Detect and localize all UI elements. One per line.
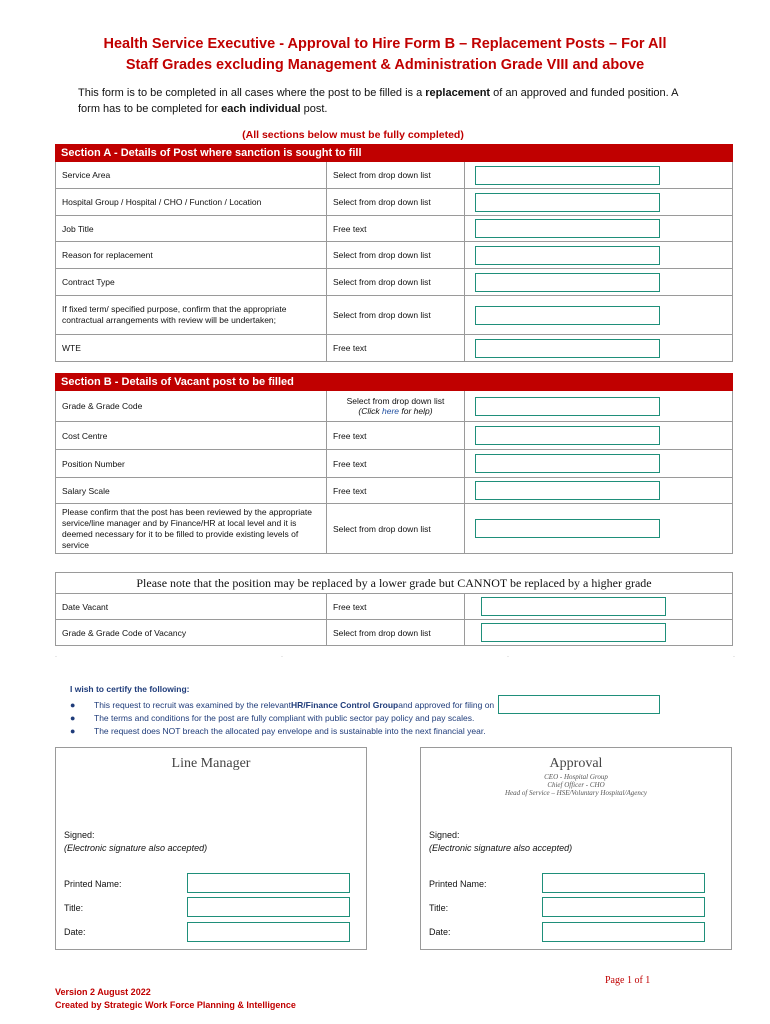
section-a <box>55 144 733 362</box>
electronic-note: (Electronic signature also accepted) <box>429 843 573 853</box>
created-text: Created by Strategic Work Force Planning & Intelligence <box>55 1000 296 1010</box>
all-sections-note: (All sections below must be fully completed) <box>242 129 464 141</box>
title-label: Title: <box>429 903 449 913</box>
row-label: WTE <box>56 335 327 361</box>
section-a-row <box>56 334 732 361</box>
footer <box>55 986 296 1012</box>
page-number: Page 1 of 1 <box>605 975 651 986</box>
row-label: Reason for replacement <box>56 242 327 268</box>
certify-block <box>70 684 730 737</box>
fixed-term-select[interactable] <box>475 306 660 325</box>
printed-name-label: Printed Name: <box>429 879 487 889</box>
certify-lead: I wish to certify the following: <box>70 684 190 694</box>
row-type: Select from drop down list <box>327 620 465 645</box>
grade-help-link[interactable]: here <box>382 406 400 416</box>
bullet-icon: ● <box>70 699 76 710</box>
date-label: Date: <box>64 927 86 937</box>
grade-note-row <box>56 619 732 645</box>
approval-printed-name-input[interactable] <box>542 873 705 893</box>
section-a-row <box>56 215 732 241</box>
approval-sub-1: CEO - Hospital Group <box>544 773 608 781</box>
row-label: Grade & Grade Code <box>56 391 327 421</box>
position-number-input[interactable] <box>475 454 660 473</box>
row-type: Free text <box>327 450 465 477</box>
section-a-heading: Section A - Details of Post where sanction is sought to fill <box>55 144 733 162</box>
wte-input[interactable] <box>475 339 660 358</box>
section-b-row <box>56 503 732 553</box>
row-type: Select from drop down list <box>327 296 465 334</box>
title-label: Title: <box>64 903 84 913</box>
date-vacant-input[interactable] <box>481 597 666 616</box>
printed-name-label: Printed Name: <box>64 879 122 889</box>
bullet-icon: ● <box>70 725 76 736</box>
certify-item: ● The terms and conditions for the post are fully compliant with public sector pay policy and pay scales. <box>70 712 475 723</box>
approval-date-input[interactable] <box>498 695 660 714</box>
section-b-row <box>56 421 732 449</box>
lm-title-input[interactable] <box>187 897 350 917</box>
row-label: Date Vacant <box>56 594 327 619</box>
row-type: Select from drop down list <box>327 242 465 268</box>
version-text: Version 2 August 2022 <box>55 987 151 997</box>
date-label: Date: <box>429 927 451 937</box>
section-b-row <box>56 449 732 477</box>
electronic-note: (Electronic signature also accepted) <box>64 843 208 853</box>
lm-printed-name-input[interactable] <box>187 873 350 893</box>
line-manager-box <box>55 747 367 950</box>
row-label: Cost Centre <box>56 422 327 449</box>
certify-item: ● This request to recruit was examined by the relevant HR/Finance Control Group and approved for filing on <box>70 698 730 711</box>
row-label: Service Area <box>56 162 327 188</box>
section-a-row <box>56 241 732 268</box>
row-label: Grade & Grade Code of Vacancy <box>56 620 327 645</box>
certify-item: ● The request does NOT breach the allocated pay envelope and is sustainable into the next financial year. <box>70 725 486 736</box>
approval-title: Approval <box>549 756 603 771</box>
row-label: Job Title <box>56 216 327 241</box>
approval-title-input[interactable] <box>542 897 705 917</box>
row-type: Free text <box>327 216 465 241</box>
row-type: Select from drop down list <box>327 269 465 295</box>
row-label: If fixed term/ specified purpose, confirm that the appropriate contractual arrangements with review will be undertaken; <box>56 296 327 334</box>
section-b-row <box>56 391 732 421</box>
approval-sub-2: Chief Officer - CHO <box>547 781 605 789</box>
service-area-select[interactable] <box>475 166 660 185</box>
grade-help: (Click here for help) <box>358 406 433 416</box>
grade-note-text: Please note that the position may be replaced by a lower grade but CANNOT be replaced by a higher grade <box>136 576 652 590</box>
lm-date-input[interactable] <box>187 922 350 942</box>
section-a-row <box>56 268 732 295</box>
line-manager-title: Line Manager <box>171 756 251 771</box>
salary-scale-input[interactable] <box>475 481 660 500</box>
intro-text: This form is to be completed in all cases where the post to be filled is a replacement of an approved and funded position. A form has to be completed for each individual post. <box>78 87 678 115</box>
review-confirm-select[interactable] <box>475 519 660 538</box>
row-label: Please confirm that the post has been reviewed by the appropriate service/line manager and by Finance/HR at local level and it is deemed necessary for it to be filled to provide existing levels of service <box>56 504 327 553</box>
approval-date-input[interactable] <box>542 922 705 942</box>
row-type: Select from drop down list <box>327 162 465 188</box>
row-label: Contract Type <box>56 269 327 295</box>
section-a-row <box>56 188 732 215</box>
contract-type-select[interactable] <box>475 273 660 292</box>
row-label: Salary Scale <box>56 478 327 503</box>
section-a-row <box>56 162 732 188</box>
divider: · · · · <box>55 654 735 660</box>
row-type: Free text <box>327 335 465 361</box>
section-a-row <box>56 295 732 334</box>
job-title-input[interactable] <box>475 219 660 238</box>
title-line-1: Health Service Executive - Approval to Hire Form B – Replacement Posts – For All <box>103 36 667 52</box>
vacancy-grade-select[interactable] <box>481 623 666 642</box>
grade-note-row <box>56 593 732 619</box>
row-type: Select from drop down list <box>327 504 465 553</box>
approval-sub-3: Head of Service – HSE/Voluntary Hospital/Agency <box>504 789 648 797</box>
grade-note-table <box>55 572 733 646</box>
reason-select[interactable] <box>475 246 660 265</box>
row-type: Free text <box>327 422 465 449</box>
approval-box <box>420 747 732 950</box>
section-b <box>55 373 733 554</box>
row-type: Free text <box>327 594 465 619</box>
row-label: Hospital Group / Hospital / CHO / Function / Location <box>56 189 327 215</box>
signed-label: Signed: <box>64 830 95 840</box>
grade-select[interactable] <box>475 397 660 416</box>
section-b-row <box>56 477 732 503</box>
location-select[interactable] <box>475 193 660 212</box>
form-title <box>40 34 730 76</box>
section-b-heading: Section B - Details of Vacant post to be filled <box>55 373 733 391</box>
row-type: Select from drop down list <box>346 396 445 406</box>
signed-label: Signed: <box>429 830 460 840</box>
row-type: Select from drop down list <box>327 189 465 215</box>
row-type: Free text <box>327 478 465 503</box>
row-label: Position Number <box>56 450 327 477</box>
title-line-2: Staff Grades excluding Management & Administration Grade VIII and above <box>125 57 645 73</box>
cost-centre-input[interactable] <box>475 426 660 445</box>
bullet-icon: ● <box>70 712 76 723</box>
